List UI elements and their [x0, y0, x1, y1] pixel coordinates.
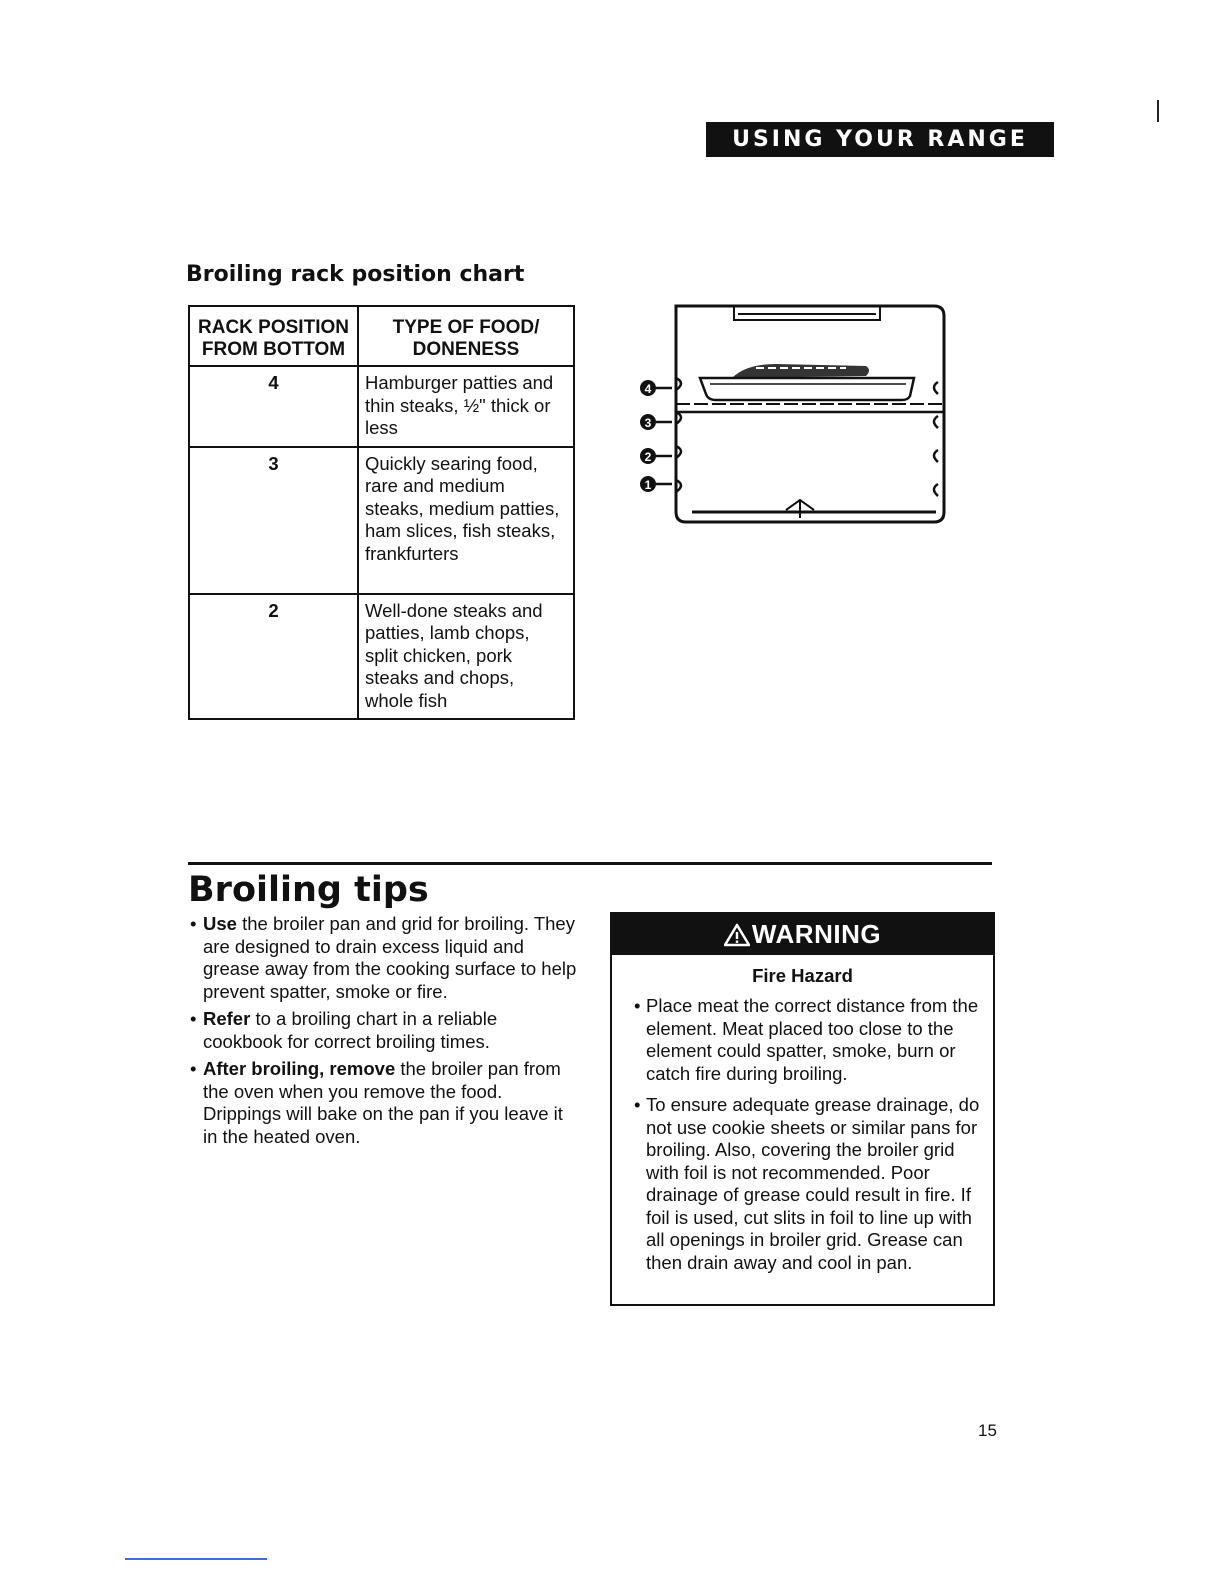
chart-heading: Broiling rack position chart	[186, 262, 525, 287]
rack-position-table	[188, 305, 575, 720]
list-item	[190, 913, 580, 1003]
table-row	[189, 366, 574, 447]
table-row	[189, 447, 574, 594]
rack-number-3: 3	[644, 416, 652, 430]
tip-text: to a broiling chart in a reliable cookbook for correct broiling times.	[203, 1008, 498, 1052]
rack-marker-4	[640, 380, 672, 396]
rack-position-cell: 3	[189, 447, 358, 594]
margin-tick	[1157, 100, 1159, 122]
tips-heading: Broiling tips	[188, 870, 429, 910]
list-item: • Place meat the correct distance from the element. Meat placed too close to the element could spatter, smoke, burn or catch fire during broiling.	[634, 995, 983, 1085]
column-header-rack-position-line2: FROM BOTTOM	[201, 339, 346, 360]
bottom-rule	[125, 1558, 267, 1560]
list-item	[190, 1008, 580, 1053]
tip-lead: Use	[203, 913, 237, 934]
tip-text: the broiler pan from the oven when you remove the food. Drippings will bake on the pan if you leave it in the heated oven.	[203, 1058, 563, 1147]
column-header-food-type	[358, 306, 574, 366]
column-header-food-type-line1: TYPE OF FOOD/	[392, 317, 540, 338]
oven-rack-diagram	[636, 298, 951, 528]
food-type-cell: Hamburger patties and thin steaks, ½" thick or less	[358, 366, 574, 447]
rack-marker-1	[640, 476, 672, 492]
warning-box	[610, 912, 995, 1306]
food-type-cell: Well-done steaks and patties, lamb chops, split chicken, pork steaks and chops, whole fish	[358, 594, 574, 720]
rack-number-2: 2	[644, 450, 652, 464]
rack-marker-3	[640, 414, 672, 430]
rack-position-cell: 2	[189, 594, 358, 720]
rack-number-4: 4	[644, 382, 652, 396]
tip-text: the broiler pan and grid for broiling. They are designed to drain excess liquid and grease away from the cooking surface to help prevent spatter, smoke or fire.	[203, 913, 577, 1002]
column-header-rack-position-line1: RACK POSITION	[198, 317, 349, 338]
list-item	[190, 1058, 580, 1148]
tip-lead: After broiling, remove	[203, 1058, 396, 1079]
warning-label: WARNING	[751, 919, 882, 949]
rack-number-1: 1	[644, 478, 652, 492]
tips-list	[190, 913, 580, 1153]
warning-list	[612, 995, 993, 1274]
section-divider	[188, 862, 992, 865]
warning-header	[612, 914, 993, 955]
rack-marker-2	[640, 448, 672, 464]
page-number: 15	[978, 1421, 997, 1440]
warning-triangle-icon	[724, 923, 750, 947]
food-type-cell: Quickly searing food, rare and medium steaks, medium patties, ham slices, fish steaks, frankfurters	[358, 447, 574, 594]
tip-lead: Refer	[203, 1008, 251, 1029]
section-banner: USING YOUR RANGE	[706, 122, 1054, 157]
rack-position-cell: 4	[189, 366, 358, 447]
column-header-food-type-line2: DONENESS	[412, 339, 520, 360]
column-header-rack-position	[189, 306, 358, 366]
list-item: • To ensure adequate grease drainage, do not use cookie sheets or similar pans for broiling. Also, covering the broiler grid with foil is not recommended. Poor drainage of grease could result in fire. If foil is used, cut slits in foil to line up with all openings in broiler grid. Grease can then drain away and cool in pan.	[634, 1094, 983, 1274]
warning-subtitle: Fire Hazard	[752, 965, 853, 986]
table-row	[189, 594, 574, 720]
